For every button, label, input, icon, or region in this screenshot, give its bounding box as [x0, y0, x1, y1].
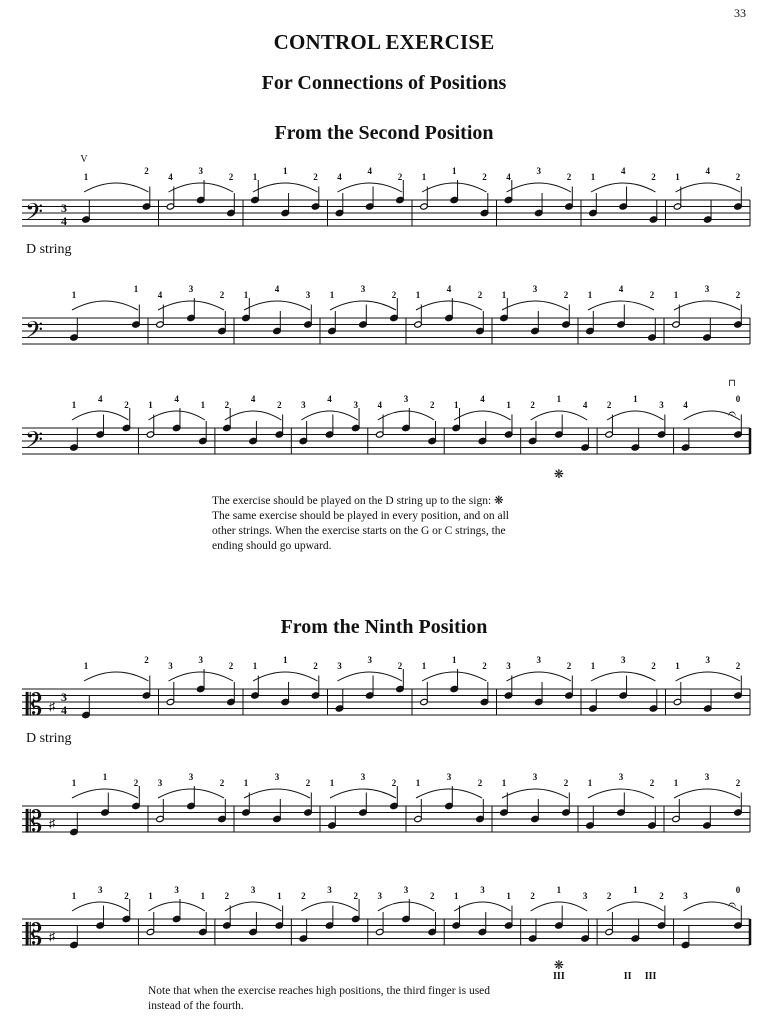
fingering-number: 0 [735, 885, 741, 895]
page-number: 33 [734, 6, 746, 20]
bass-clef-icon: 𝄢 [24, 428, 44, 459]
fingering-number: 2 [649, 290, 655, 300]
fingering-number: 2 [563, 778, 569, 788]
exercise-instructions [212, 494, 652, 554]
slur [330, 301, 396, 310]
fingering-number: 1 [590, 172, 596, 182]
fingering-number: 2 [397, 661, 403, 671]
fingering-number: 3 [506, 661, 511, 671]
fingering-number: 1 [133, 284, 139, 294]
fingering-number: 2 [606, 400, 612, 410]
slur [148, 411, 204, 420]
fingering-number: 3 [360, 284, 366, 294]
fingering-number: 2 [429, 400, 435, 410]
slur [84, 183, 149, 192]
fingering-number: 4 [174, 394, 179, 404]
fingering-number: 1 [587, 778, 593, 788]
slur [507, 672, 572, 681]
sign-asterisk-icon: ❋ [553, 467, 564, 481]
fingering-number: 1 [633, 394, 638, 404]
slur [607, 902, 663, 911]
fingering-number: 2 [477, 290, 483, 300]
fingering-number: 2 [305, 778, 311, 788]
fingering-number: 1 [148, 891, 153, 901]
fingering-number: 1 [453, 400, 459, 410]
fingering-number: 2 [124, 891, 129, 901]
slur [674, 301, 740, 310]
fingering-number: 4 [506, 172, 511, 182]
fingering-number: 2 [735, 290, 741, 300]
slur [416, 789, 482, 798]
fingering-number: 2 [477, 778, 483, 788]
fingering-number: 1 [556, 885, 562, 895]
fingering-number: 3 [446, 772, 452, 782]
fingering-number: 1 [283, 655, 288, 665]
slur [588, 301, 654, 310]
fingering-number: 1 [277, 891, 282, 901]
fingering-number: 4 [446, 284, 452, 294]
fingering-number: 3 [532, 284, 538, 294]
fingering-number: 3 [301, 400, 306, 410]
slur [531, 902, 587, 911]
fingering-number: 1 [71, 290, 77, 300]
tenor-clef-icon: 𝄡 [25, 689, 43, 722]
fingering-number: 1 [71, 778, 77, 788]
slur [378, 902, 434, 911]
slur [507, 183, 572, 192]
fingering-number: 1 [415, 290, 421, 300]
up-bow-mark: V [80, 154, 88, 165]
fingering-number: 4 [618, 284, 624, 294]
fingering-number: 4 [327, 394, 332, 404]
fingering-number: 4 [250, 394, 256, 404]
slur [84, 672, 149, 681]
fingering-number: 2 [735, 661, 741, 671]
fingering-number: 1 [329, 778, 335, 788]
key-sharp-icon: ♯ [49, 816, 55, 831]
slur [531, 411, 587, 420]
fingering-number: 2 [219, 778, 225, 788]
fingering-number: 2 [563, 290, 569, 300]
fingering-number: 1 [421, 661, 427, 671]
fingering-number: 1 [243, 290, 249, 300]
slur [72, 411, 128, 420]
string-label-d-1: D string [26, 242, 72, 257]
fingering-number: 3 [705, 655, 710, 665]
time-sig-denominator: 4 [61, 703, 67, 717]
slur [148, 902, 204, 911]
slur [502, 789, 568, 798]
down-bow-mark: ⊓ [728, 378, 736, 389]
fingering-number: 3 [536, 655, 541, 665]
slur [454, 902, 510, 911]
slur [676, 183, 741, 192]
string-mark: III [553, 971, 565, 982]
fingering-number: 2 [659, 891, 664, 901]
fingering-number: 2 [277, 400, 282, 410]
key-sharp-icon: ♯ [49, 699, 55, 714]
fingering-number: 2 [649, 778, 655, 788]
instruction-line: other strings. When the exercise starts on the G or C strings, the [212, 525, 506, 537]
fingering-number: 3 [659, 400, 664, 410]
fingering-number: 3 [250, 885, 256, 895]
slur [72, 789, 138, 798]
slur [158, 301, 224, 310]
time-sig-numerator: 3 [61, 201, 67, 215]
slur [338, 183, 403, 192]
fingering-number: 4 [274, 284, 280, 294]
fingering-number: 1 [243, 778, 249, 788]
fingering-number: 3 [704, 284, 710, 294]
fingering-number: 4 [168, 172, 173, 182]
fingering-number: 1 [83, 172, 89, 182]
fingering-number: 2 [144, 166, 149, 176]
fingering-number: 2 [391, 290, 397, 300]
slur [225, 411, 281, 420]
fingering-number: 1 [590, 661, 596, 671]
page-title: CONTROL EXERCISE [273, 30, 495, 54]
fingering-number: 3 [198, 166, 203, 176]
fingering-number: 4 [337, 172, 342, 182]
fingering-number: 2 [566, 661, 572, 671]
fingering-number: 2 [133, 778, 139, 788]
fingering-number: 1 [452, 166, 457, 176]
fingering-number: 3 [157, 778, 163, 788]
fingering-number: 4 [705, 166, 710, 176]
fingering-number: 3 [367, 655, 372, 665]
slur [502, 301, 568, 310]
instruction-line: ending should go upward. [212, 540, 332, 552]
fingering-number: 4 [377, 400, 383, 410]
fingering-number: 3 [618, 772, 624, 782]
slur [422, 183, 487, 192]
fingering-number: 3 [683, 891, 688, 901]
footnote-line: Note that when the exercise reaches high positions, the third finger is used [148, 985, 491, 997]
fingering-number: 1 [587, 290, 593, 300]
fingering-number: 2 [566, 172, 572, 182]
fingering-number: 1 [453, 891, 459, 901]
fingering-number: 4 [157, 290, 163, 300]
slur [591, 672, 656, 681]
section-heading-second-position: From the Second Position [274, 122, 494, 144]
fingering-number: 2 [482, 661, 487, 671]
slur [378, 411, 434, 420]
fingering-number: 2 [397, 172, 403, 182]
tenor-clef-icon: 𝄡 [25, 919, 43, 952]
fingering-number: 1 [633, 885, 638, 895]
fingering-number: 1 [329, 290, 335, 300]
fingering-number: 1 [148, 400, 153, 410]
fingering-number: 3 [704, 772, 710, 782]
fingering-number: 4 [683, 400, 688, 410]
slur [338, 672, 403, 681]
slur [301, 411, 357, 420]
fingering-number: 2 [735, 778, 741, 788]
slur [301, 902, 357, 911]
fingering-number: 2 [301, 891, 306, 901]
string-mark: III [644, 971, 657, 982]
fingering-number: 3 [480, 885, 485, 895]
time-sig-numerator: 3 [61, 690, 67, 704]
section-heading-ninth-position: From the Ninth Position [280, 616, 488, 638]
slur [674, 789, 740, 798]
fingering-number: 4 [582, 400, 588, 410]
fingering-number: 1 [501, 778, 507, 788]
fingering-number: 4 [367, 166, 372, 176]
fingering-number: 2 [735, 172, 741, 182]
fingering-number: 3 [621, 655, 626, 665]
slur [416, 301, 482, 310]
slur [158, 789, 224, 798]
exercise-footnote [148, 984, 668, 1014]
instruction-line: The same exercise should be played in every position, and on all [212, 510, 509, 522]
fingering-number: 3 [532, 772, 538, 782]
fingering-number: 0 [735, 394, 741, 404]
fingering-number: 1 [200, 891, 206, 901]
fingering-number: 1 [71, 400, 77, 410]
fingering-number: 1 [506, 400, 511, 410]
fingering-number: 3 [582, 891, 588, 901]
fingering-number: 2 [606, 891, 612, 901]
slur [330, 789, 396, 798]
fingering-number: 2 [482, 172, 487, 182]
fingering-number: 4 [480, 394, 485, 404]
fingering-number: 1 [556, 394, 562, 404]
fingering-number: 2 [224, 400, 230, 410]
fingering-number: 2 [144, 655, 149, 665]
slur [607, 411, 663, 420]
fingering-number: 2 [391, 778, 397, 788]
slur [169, 183, 234, 192]
fingering-number: 1 [415, 778, 421, 788]
fingering-number: 3 [188, 772, 194, 782]
slur [422, 672, 487, 681]
fingering-number: 4 [621, 166, 626, 176]
string-mark: II [623, 971, 632, 982]
fingering-number: 1 [675, 172, 680, 182]
bass-clef-icon: 𝄢 [24, 200, 44, 231]
fingering-number: 3 [353, 400, 359, 410]
fingering-number: 1 [452, 655, 457, 665]
fingering-number: 3 [403, 394, 409, 404]
fingering-number: 1 [501, 290, 507, 300]
fingering-number: 2 [651, 172, 656, 182]
fingering-number: 1 [421, 172, 427, 182]
sign-asterisk-icon: ❋ [553, 958, 564, 972]
slur [588, 789, 654, 798]
fingering-number: 3 [97, 885, 103, 895]
slur [454, 411, 510, 420]
fingering-number: 2 [124, 400, 129, 410]
fingering-number: 1 [83, 661, 89, 671]
slur [72, 902, 128, 911]
key-sharp-icon: ♯ [49, 929, 55, 944]
fingering-number: 2 [353, 891, 359, 901]
fingering-number: 3 [327, 885, 332, 895]
fingering-number: 2 [313, 661, 318, 671]
fingering-number: 1 [673, 290, 679, 300]
fingering-number: 1 [252, 172, 258, 182]
fingering-number: 2 [219, 290, 225, 300]
fermata-icon: 𝄐 [728, 407, 736, 422]
fingering-number: 2 [651, 661, 656, 671]
fingering-number: 2 [530, 400, 535, 410]
slur [169, 672, 234, 681]
slur [72, 301, 138, 310]
fingering-number: 1 [102, 772, 108, 782]
fingering-number: 3 [536, 166, 541, 176]
tenor-clef-icon: 𝄡 [25, 806, 43, 839]
fingering-number: 3 [337, 661, 342, 671]
string-label-d-2: D string [26, 731, 72, 746]
fermata-icon: 𝄐 [728, 898, 736, 913]
bass-clef-icon: 𝄢 [24, 318, 44, 349]
slur [225, 902, 281, 911]
instruction-line: The exercise should be played on the D string up to the sign: ❋ [212, 495, 504, 507]
slur [253, 183, 318, 192]
fingering-number: 3 [305, 290, 311, 300]
fingering-number: 3 [274, 772, 280, 782]
fingering-number: 1 [71, 891, 77, 901]
fingering-number: 3 [198, 655, 203, 665]
fingering-number: 4 [97, 394, 103, 404]
fingering-number: 3 [403, 885, 409, 895]
fingering-number: 1 [675, 661, 680, 671]
time-sig-denominator: 4 [61, 214, 67, 228]
page-subtitle: For Connections of Positions [261, 72, 507, 94]
fingering-number: 2 [228, 172, 234, 182]
fingering-number: 3 [168, 661, 173, 671]
slur [244, 789, 310, 798]
slur [591, 183, 656, 192]
fingering-number: 3 [174, 885, 179, 895]
slur [244, 301, 310, 310]
fingering-number: 3 [188, 284, 194, 294]
footnote-line: instead of the fourth. [148, 1000, 244, 1012]
fingering-number: 2 [224, 891, 230, 901]
fingering-number: 2 [429, 891, 435, 901]
fingering-number: 1 [200, 400, 206, 410]
fingering-number: 3 [360, 772, 366, 782]
fingering-number: 2 [313, 172, 318, 182]
slur [253, 672, 318, 681]
fingering-number: 1 [252, 661, 258, 671]
fingering-number: 1 [506, 891, 511, 901]
fingering-number: 1 [283, 166, 288, 176]
fingering-number: 2 [530, 891, 535, 901]
fingering-number: 1 [673, 778, 679, 788]
fingering-number: 3 [377, 891, 383, 901]
slur [676, 672, 741, 681]
fingering-number: 2 [228, 661, 234, 671]
